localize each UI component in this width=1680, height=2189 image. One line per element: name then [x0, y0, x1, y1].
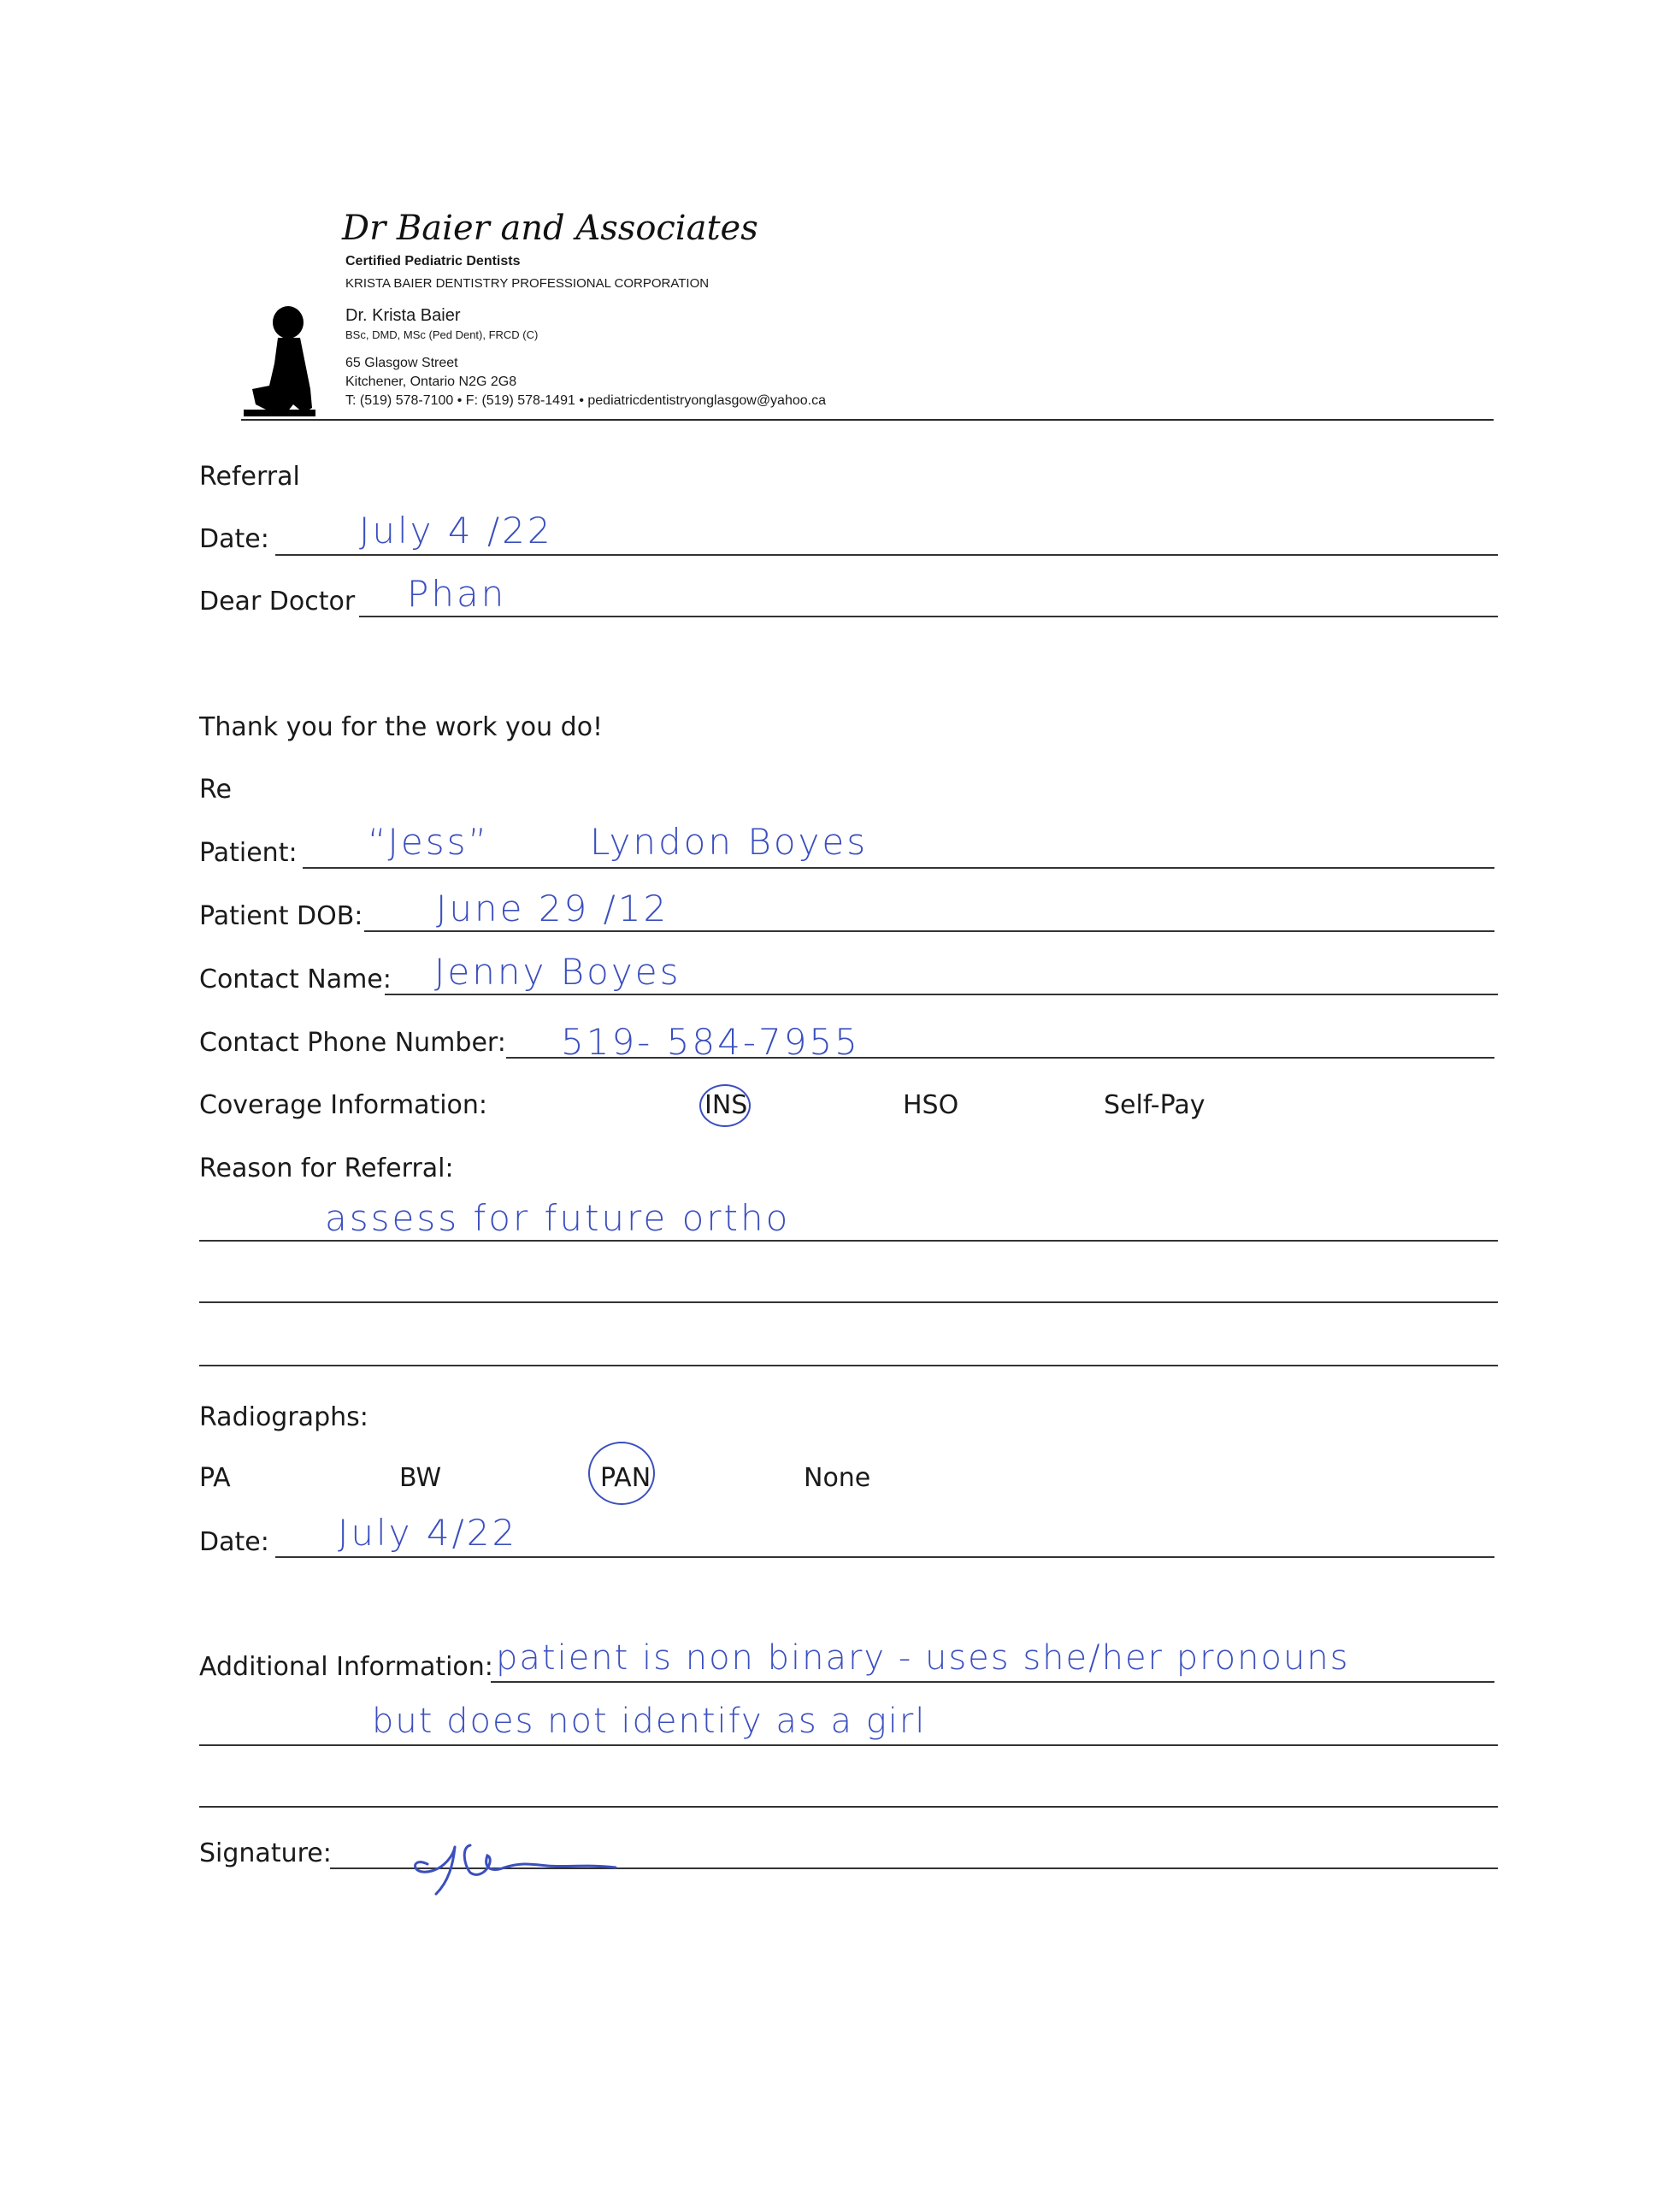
address-city: Kitchener, Ontario N2G 2G8 — [345, 375, 517, 389]
letterhead-divider — [241, 419, 1494, 421]
handwritten-date: July 4 /22 — [359, 510, 553, 552]
radiograph-option-bw: BW — [399, 1463, 442, 1493]
handwritten-radiograph-date: July 4/22 — [338, 1512, 518, 1554]
handwritten-dob: June 29 /12 — [436, 888, 669, 929]
practice-specialty: Certified Pediatric Dentists — [345, 254, 521, 268]
reason-label: Reason for Referral: — [199, 1154, 454, 1183]
handwritten-patient-name: Lyndon Boyes — [590, 821, 869, 863]
dear-doctor-line — [359, 616, 1498, 617]
radiograph-pan-circle — [588, 1442, 655, 1505]
radiograph-date-line — [275, 1556, 1494, 1558]
child-silhouette-logo — [244, 304, 321, 423]
additional-line-2 — [199, 1744, 1498, 1746]
handwritten-contact-name: Jenny Boyes — [434, 951, 681, 993]
additional-line-3 — [199, 1806, 1498, 1808]
coverage-option-ins: INS — [704, 1090, 748, 1120]
handwritten-patient-nickname: “Jess” — [368, 821, 490, 863]
handwritten-reason: assess for future ortho — [325, 1197, 791, 1239]
handwritten-additional-2: but does not identify as a girl — [372, 1702, 927, 1741]
patient-line — [303, 867, 1494, 869]
practice-corporation: KRISTA BAIER DENTISTRY PROFESSIONAL CORPORATION — [345, 276, 710, 291]
date-line — [275, 554, 1498, 556]
doctor-name: Dr. Krista Baier — [345, 306, 461, 325]
coverage-ins-circle — [699, 1084, 751, 1127]
handwritten-doctor: Phan — [407, 573, 507, 615]
contact-line: T: (519) 578-7100 • F: (519) 578-1491 • pediatricdentistryonglasgow@yahoo.ca — [345, 393, 826, 408]
form-title: Referral — [199, 462, 300, 492]
radiograph-date-label: Date: — [199, 1527, 269, 1557]
date-label: Date: — [199, 524, 269, 554]
handwritten-phone: 519- 584-7955 — [561, 1021, 860, 1063]
handwritten-additional-1: patient is non binary - uses she/her pronouns — [496, 1638, 1350, 1678]
patient-dob-line — [364, 930, 1494, 932]
patient-label: Patient: — [199, 838, 298, 868]
doctor-credentials: BSc, DMD, MSc (Ped Dent), FRCD (C) — [345, 328, 539, 341]
contact-name-line — [385, 994, 1498, 995]
reason-line-2 — [199, 1301, 1498, 1303]
address-street: 65 Glasgow Street — [345, 356, 458, 370]
radiograph-option-pan: PAN — [600, 1463, 651, 1493]
radiographs-label: Radiographs: — [199, 1402, 368, 1432]
signature-label: Signature: — [199, 1838, 332, 1868]
coverage-label: Coverage Information: — [199, 1090, 488, 1120]
additional-info-label: Additional Information: — [199, 1652, 493, 1682]
radiograph-option-none: None — [804, 1463, 871, 1493]
coverage-option-self-pay: Self-Pay — [1104, 1090, 1205, 1120]
contact-phone-label: Contact Phone Number: — [199, 1028, 506, 1058]
thanks-text: Thank you for the work you do! — [199, 712, 604, 742]
contact-name-label: Contact Name: — [199, 965, 392, 994]
coverage-option-hso: HSO — [903, 1090, 959, 1120]
patient-dob-label: Patient DOB: — [199, 901, 363, 931]
reason-line-1 — [199, 1240, 1498, 1242]
dear-doctor-label: Dear Doctor — [199, 587, 356, 617]
practice-name: Dr Baier and Associates — [342, 209, 758, 248]
additional-line-1 — [491, 1681, 1494, 1683]
radiograph-option-pa: PA — [199, 1463, 231, 1493]
reason-line-3 — [199, 1365, 1498, 1366]
signature-scribble — [402, 1830, 658, 1898]
re-label: Re — [199, 775, 232, 805]
